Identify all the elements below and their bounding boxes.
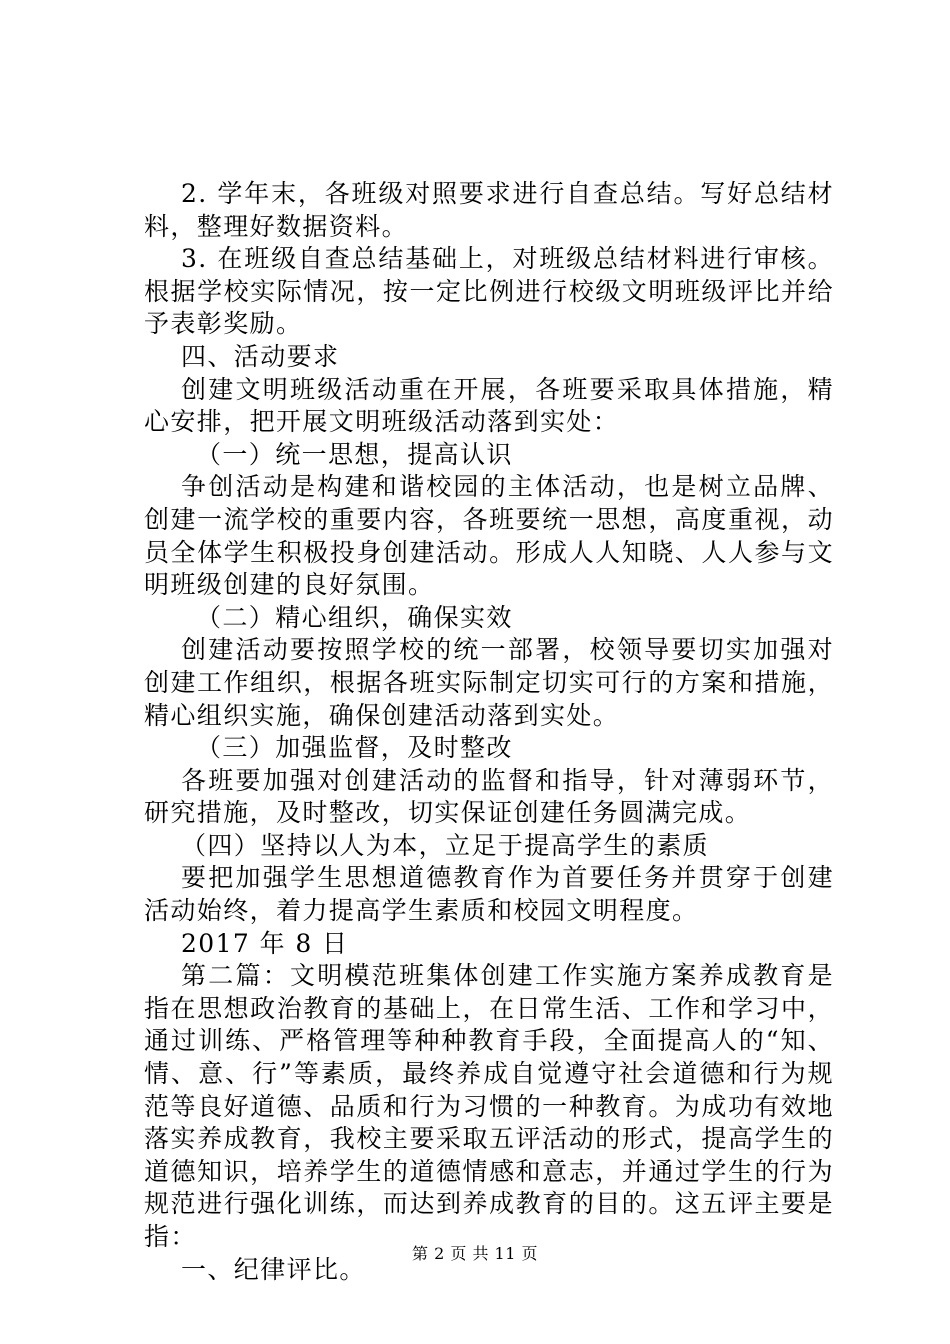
section-heading-activity-requirements: 四、活动要求 [181, 341, 340, 371]
page-number-footer: 第 2 页 共 11 页 [412, 1244, 538, 1263]
paragraph-item-3: 3. 在班级自查总结基础上，对班级总结材料进行审核。根据学校实际情况，按一定比例进行校级文明班级评比并给予表彰奖励。 [144, 244, 834, 339]
paragraph-second-article: 第二篇：文明模范班集体创建工作实施方案养成教育是指在思想政治教育的基础上，在日常生活、工作和学习中，通过训练、严格管理等种种教育手段，全面提高人的“知、情、意、行”等素质，最终养成自觉遵守社会道德和行为规范等良好道德、品质和行为习惯的一种教育。为成功有效地落实养成教育，我校主要采取五评活动的形式，提高学生的道德知识，培养学生的道德情感和意志，并通过学生的行为规范进行强化训练，而达到养成教育的目的。这五评主要是指： [144, 961, 834, 1251]
paragraph-subheading-4-body: 要把加强学生思想道德教育作为首要任务并贯穿于创建活动始终，着力提高学生素质和校园文明程度。 [144, 863, 834, 926]
paragraph-intro: 创建文明班级活动重在开展，各班要采取具体措施，精心安排，把开展文明班级活动落到实处： [144, 374, 834, 437]
subheading-1: （一）统一思想，提高认识 [196, 439, 513, 469]
subheading-3: （三）加强监督，及时整改 [196, 733, 513, 763]
subheading-2: （二）精心组织，确保实效 [196, 602, 513, 632]
date-line: 2017 年 8 日 [181, 928, 349, 958]
paragraph-subheading-1-body: 争创活动是构建和谐校园的主体活动，也是树立品牌、创建一流学校的重要内容，各班要统一思想，高度重视，动员全体学生积极投身创建活动。形成人人知晓、人人参与文明班级创建的良好氛围。 [144, 472, 834, 600]
section-heading-discipline: 一、纪律评比。 [181, 1254, 366, 1284]
paragraph-item-2: 2. 学年末，各班级对照要求进行自查总结。写好总结材料，整理好数据资料。 [144, 179, 834, 241]
paragraph-subheading-2-body: 创建活动要按照学校的统一部署，校领导要切实加强对创建工作组织，根据各班实际制定切实可行的方案和措施，精心组织实施，确保创建活动落到实处。 [144, 635, 834, 730]
subheading-4: （四）坚持以人为本，立足于提高学生的素质 [181, 830, 710, 860]
document-body [144, 178, 834, 1286]
paragraph-subheading-3-body: 各班要加强对创建活动的监督和指导，针对薄弱环节，研究措施，及时整改，切实保证创建任务圆满完成。 [144, 765, 834, 828]
